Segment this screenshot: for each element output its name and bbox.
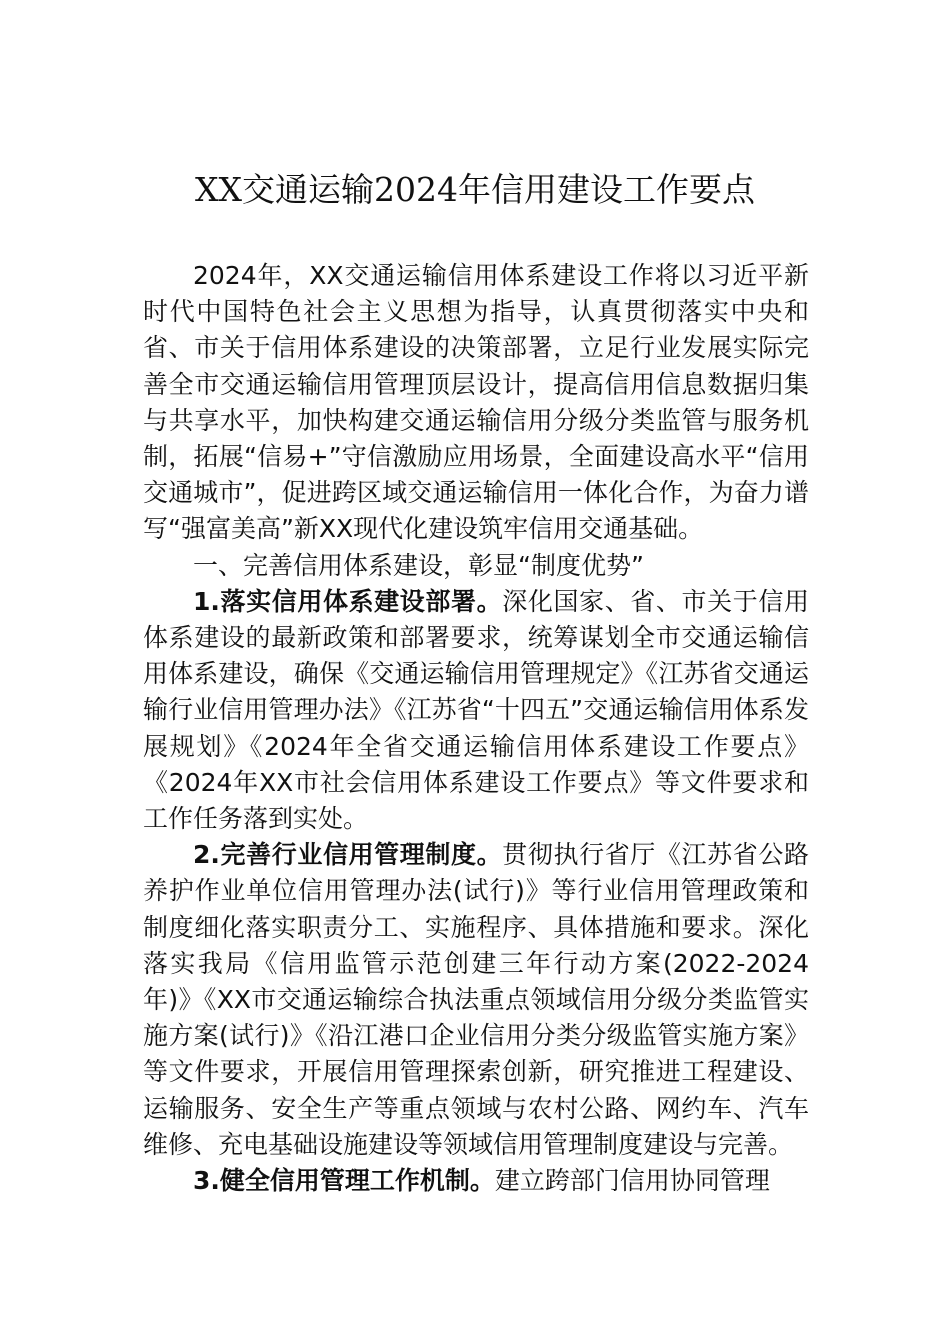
paragraph-text: 深化国家、省、市关于信用体系建设的最新政策和部署要求，统筹谋划全市交通运输信用体系建设，确保《交通运输信用管理规定》《江苏省交通运输行业信用管理办法》《江苏省“十四五”交通运输信用体系发展规划》《2024年全省交通运输信用体系建设工作要点》《2024年XX市社会信用体系建设工作要点》等文件要求和工作任务落到实处。 [143,586,809,834]
list-item-paragraph [143,837,809,1163]
intro-paragraph [143,258,809,548]
item-heading: 2.完善行业信用管理制度。 [193,840,503,870]
document-body [143,258,809,1199]
item-heading: 1.落实信用体系建设部署。 [193,586,503,616]
list-item-paragraph [143,1163,809,1199]
paragraph-text: 2024年，XX交通运输信用体系建设工作将以习近平新时代中国特色社会主义思想为指导，认真贯彻落实中央和省、市关于信用体系建设的决策部署，立足行业发展实际完善全市交通运输信用管理顶层设计，提高信用信息数据归集与共享水平，加快构建交通运输信用分级分类监管与服务机制，拓展“信易+”守信激励应用场景，全面建设高水平“信用交通城市”，促进跨区域交通运输信用一体化合作，为奋力谱写“强富美高”新XX现代化建设筑牢信用交通基础。 [143,261,809,544]
paragraph-text: 建立跨部门信用协同管理 [494,1166,770,1196]
item-heading: 3.健全信用管理工作机制。 [193,1166,495,1196]
section-heading [143,548,809,584]
section-heading-text: 一、完善信用体系建设，彰显“制度优势” [193,550,644,580]
list-item-paragraph [143,584,809,837]
document-title: XX交通运输2024年信用建设工作要点 [195,170,755,209]
paragraph-text: 贯彻执行省厅《江苏省公路养护作业单位信用管理办法(试行)》等行业信用管理政策和制度细化落实职责分工、实施程序、具体措施和要求。深化落实我局《信用监管示范创建三年行动方案(2022-2024年)》《XX市交通运输综合执法重点领域信用分级分类监管实施方案(试行)》《沿江港口企业信用分类分级监管实施方案》等文件要求，开展信用管理探索创新，研究推进工程建设、运输服务、安全生产等重点领域与农村公路、网约车、汽车维修、充电基础设施建设等领域信用管理制度建设与完善。 [143,840,809,1159]
